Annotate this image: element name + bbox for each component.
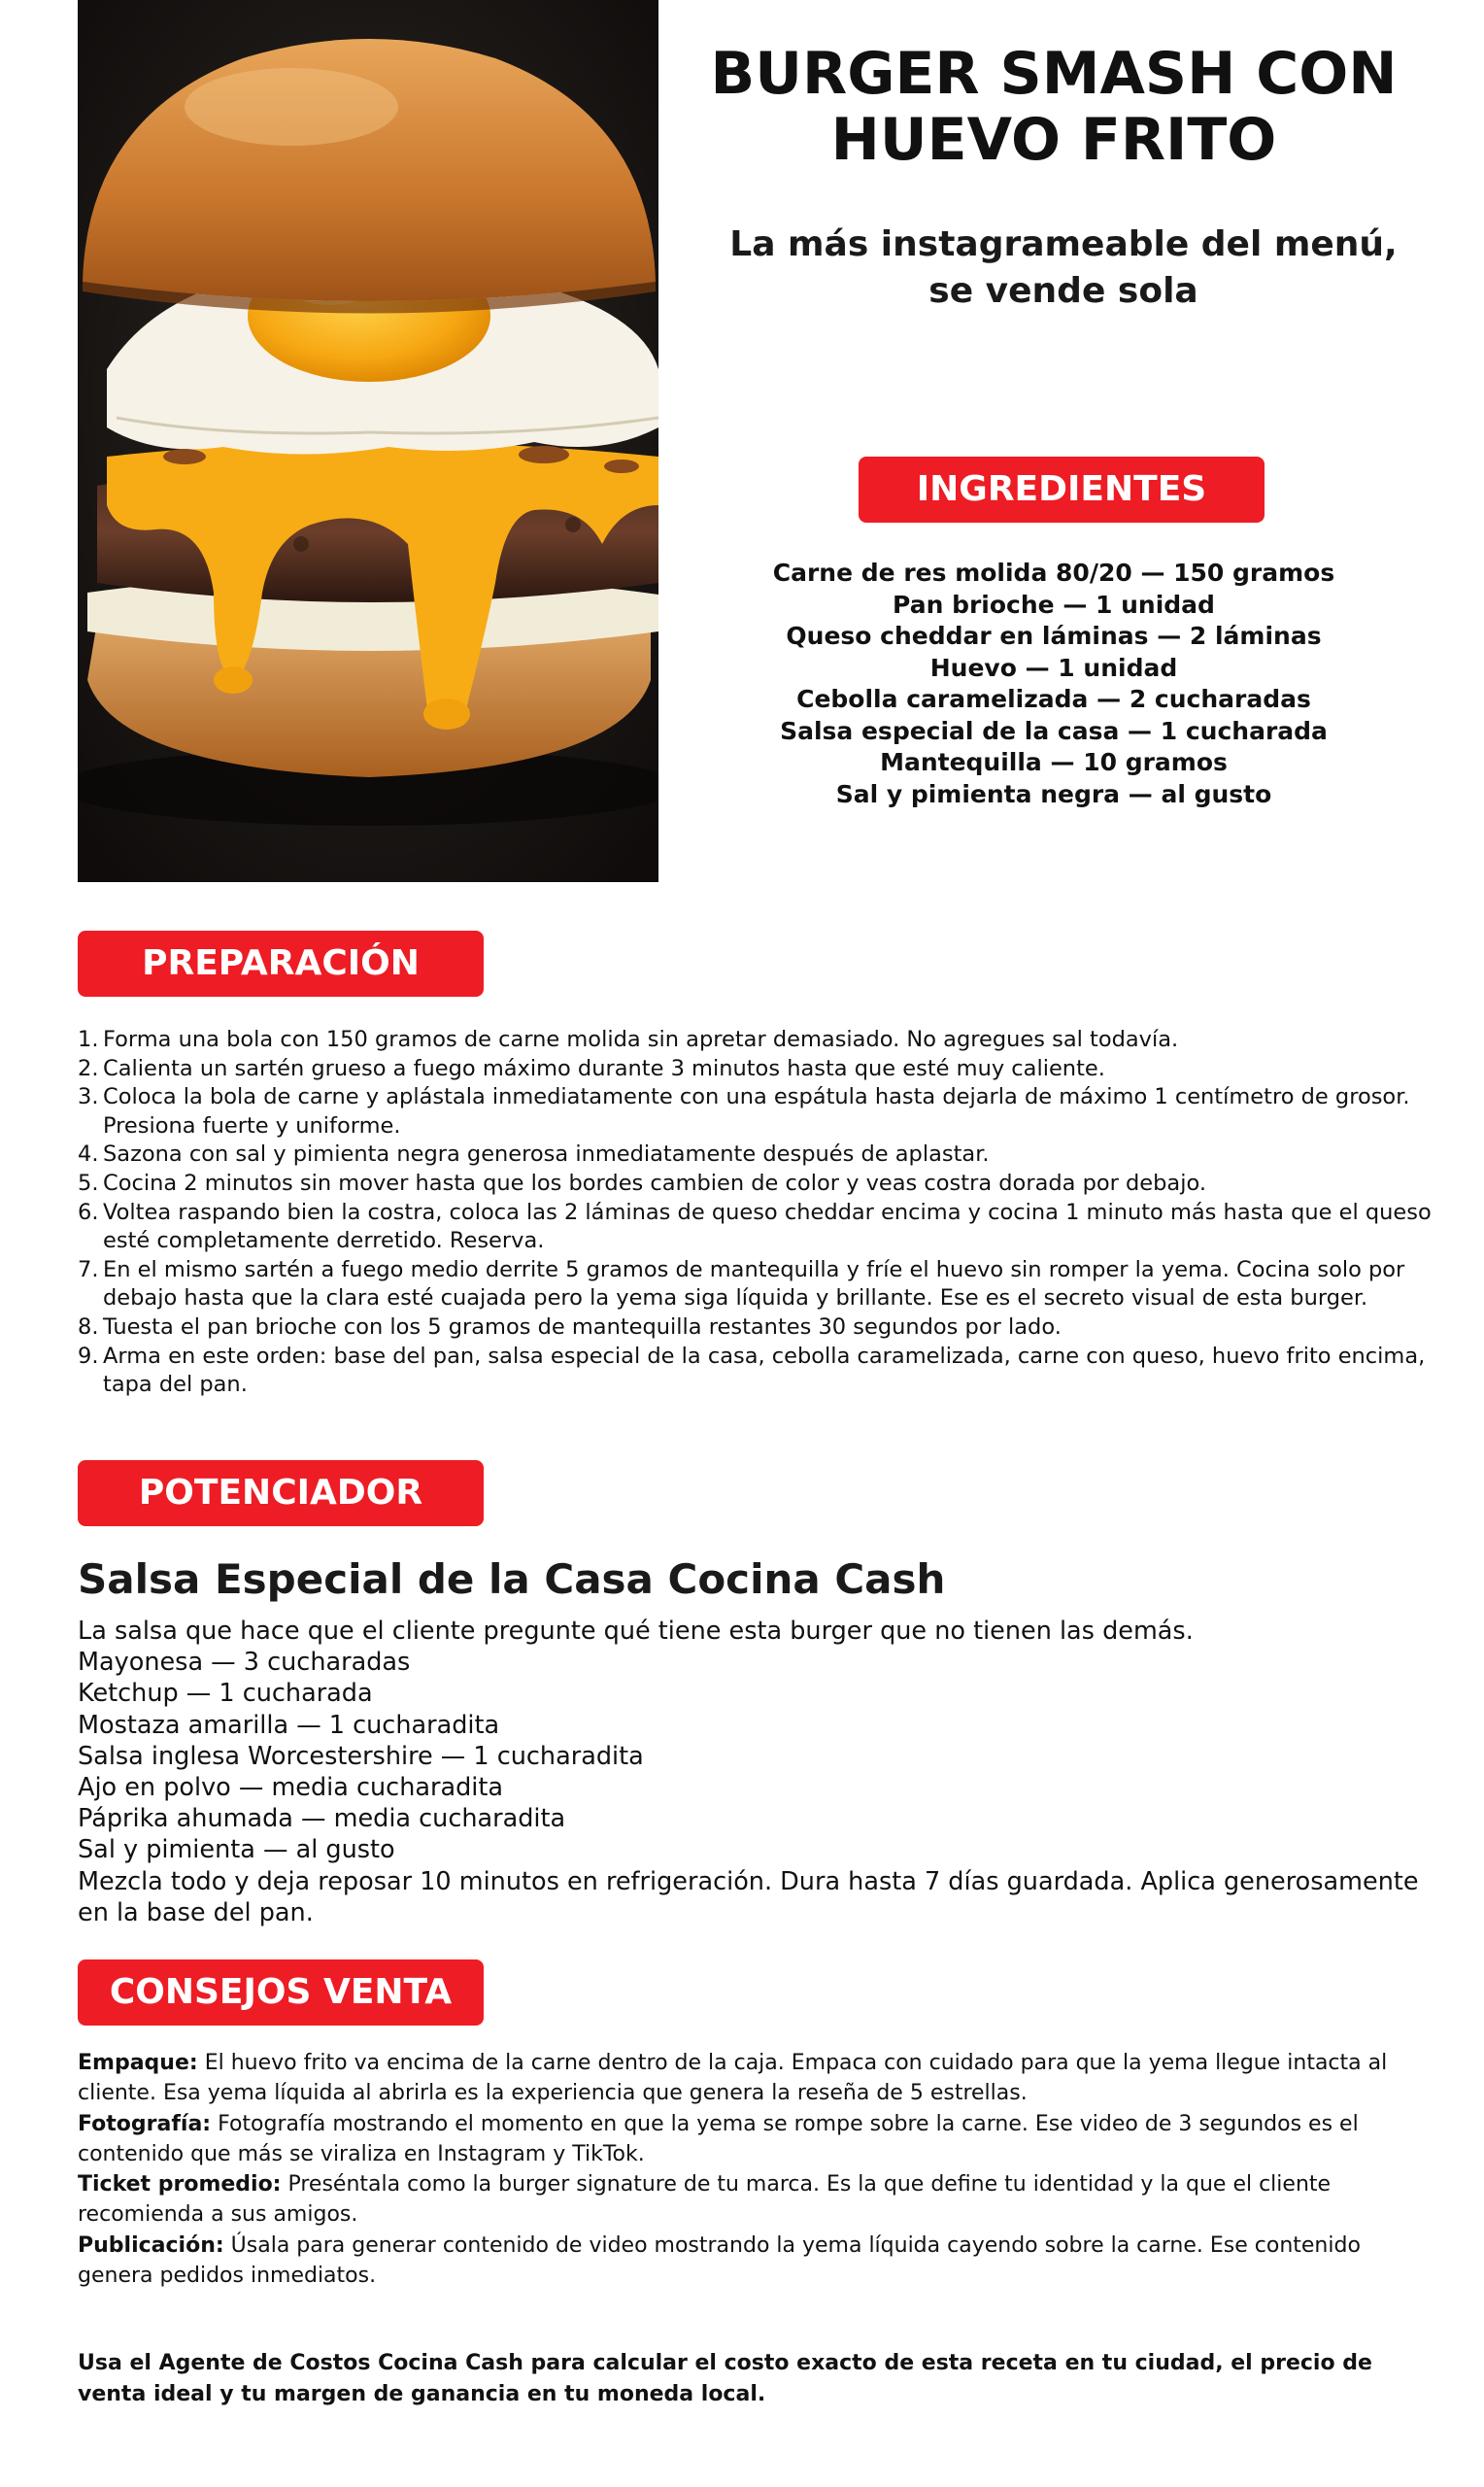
step-item: En el mismo sartén a fuego medio derrite 5 gramos de mantequilla y fríe el huevo sin romper la yema. Cocina solo por debajo hasta que la clara esté cuajada pero la yema siga líquida y brillante. Ese es el secreto visual de esta burger. <box>103 1256 1405 1312</box>
tip-item <box>78 2169 1437 2231</box>
sauce-lines <box>78 1616 1437 1928</box>
tip-item <box>78 2109 1437 2170</box>
sauce-line: Ajo en polvo — media cucharadita <box>78 1773 503 1803</box>
footer-note: Usa el Agente de Costos Cocina Cash para calcular el costo exacto de esta receta en tu ciudad, el precio de venta ideal y tu margen de ganancia en tu moneda local. <box>78 2351 1372 2406</box>
ingredient-item: Queso cheddar en láminas — 2 láminas <box>786 622 1322 650</box>
preparation-steps <box>78 1026 1463 1400</box>
step-item: Forma una bola con 150 gramos de carne molida sin apretar demasiado. No agregues sal todavía. <box>103 1027 1179 1052</box>
step-item: Sazona con sal y pimienta negra generosa inmediatamente después de aplastar. <box>103 1141 990 1168</box>
tip-term: Publicación: <box>78 2232 224 2258</box>
sales-tips-badge: CONSEJOS VENTA <box>78 1959 484 2026</box>
sauce-line: Mezcla todo y deja reposar 10 minutos en refrigeración. Dura hasta 7 días guardada. Aplica generosamente en la base del pan. <box>78 1866 1419 1927</box>
step-item: Arma en este orden: base del pan, salsa especial de la casa, cebolla caramelizada, carne con queso, huevo frito encima, tapa del pan. <box>103 1343 1426 1398</box>
step-item: Tuesta el pan brioche con los 5 gramos de mantequilla restantes 30 segundos por lado. <box>103 1313 1062 1340</box>
tip-term: Ticket promedio: <box>78 2172 282 2197</box>
step-item: Voltea raspando bien la costra, coloca las 2 láminas de queso cheddar encima y cocina 1 minuto más hasta que el queso esté completamente derretido. Reserva. <box>103 1199 1432 1254</box>
tip-term: Empaque: <box>78 2051 198 2075</box>
sauce-title: Salsa Especial de la Casa Cocina Cash <box>78 1555 946 1603</box>
sauce-line: La salsa que hace que el cliente pregunte qué tiene esta burger que no tienen las demás. <box>78 1617 1194 1646</box>
ingredient-item: Huevo — 1 unidad <box>929 653 1178 682</box>
tip-item <box>78 2048 1437 2109</box>
burger-photo <box>78 0 658 882</box>
sauce-line: Mostaza amarilla — 1 cucharadita <box>78 1710 500 1740</box>
title-line-1: BURGER SMASH CON <box>710 40 1398 108</box>
enhancer-badge: POTENCIADOR <box>78 1460 484 1526</box>
ingredient-item: Salsa especial de la casa — 1 cucharada <box>780 716 1328 745</box>
tip-text: Fotografía mostrando el momento en que la yema se rompe sobre la carne. Ese video de 3 segundos es el contenido que más se viraliza en Instagram y TikTok. <box>78 2111 1359 2166</box>
tip-term: Fotografía: <box>78 2111 212 2136</box>
burger-illustration <box>78 0 658 882</box>
page-title <box>699 41 1408 173</box>
ingredient-item: Pan brioche — 1 unidad <box>893 590 1215 619</box>
tip-text: Úsala para generar contenido de video mostrando la yema líquida cayendo sobre la carne. Ese contenido genera pedidos inmediatos. <box>78 2232 1361 2289</box>
ingredient-item: Mantequilla — 10 gramos <box>880 748 1228 776</box>
step-item: Calienta un sartén grueso a fuego máximo durante 3 minutos hasta que esté muy caliente. <box>103 1055 1105 1081</box>
ingredient-item: Cebolla caramelizada — 2 cucharadas <box>796 685 1311 713</box>
sauce-line: Salsa inglesa Worcestershire — 1 cucharadita <box>78 1741 644 1771</box>
tip-text: Preséntala como la burger signature de tu marca. Es la que define tu identidad y la que el cliente recomienda a sus amigos. <box>78 2172 1332 2228</box>
ingredient-item: Carne de res molida 80/20 — 150 gramos <box>772 559 1335 587</box>
title-line-2: HUEVO FRITO <box>830 106 1277 174</box>
preparation-badge: PREPARACIÓN <box>78 931 484 997</box>
sauce-line: Mayonesa — 3 cucharadas <box>78 1648 411 1678</box>
sauce-line: Ketchup — 1 cucharada <box>78 1679 373 1709</box>
tip-text: El huevo frito va encima de la carne dentro de la caja. Empaca con cuidado para que la yema llegue intacta al cliente. Esa yema líquida al abrirla es la experiencia que genera la reseña de 5 estrellas. <box>78 2051 1388 2106</box>
step-item: Cocina 2 minutos sin mover hasta que los bordes cambien de color y veas costra dorada por debajo. <box>103 1170 1206 1196</box>
ingredient-item: Sal y pimienta negra — al gusto <box>835 779 1272 808</box>
tip-item <box>78 2231 1437 2292</box>
page-subtitle: La más instagrameable del menú, se vende sola <box>729 224 1398 311</box>
ingredients-badge: INGREDIENTES <box>859 457 1265 523</box>
step-item: Coloca la bola de carne y aplástala inmediatamente con una espátula hasta dejarla de máximo 1 centímetro de grosor. Presiona fuerte y uniforme. <box>103 1084 1410 1139</box>
sauce-line: Páprika ahumada — media cucharadita <box>78 1804 566 1834</box>
sauce-line: Sal y pimienta — al gusto <box>78 1835 395 1865</box>
ingredients-list <box>738 558 1369 810</box>
sales-tips <box>78 2048 1437 2291</box>
